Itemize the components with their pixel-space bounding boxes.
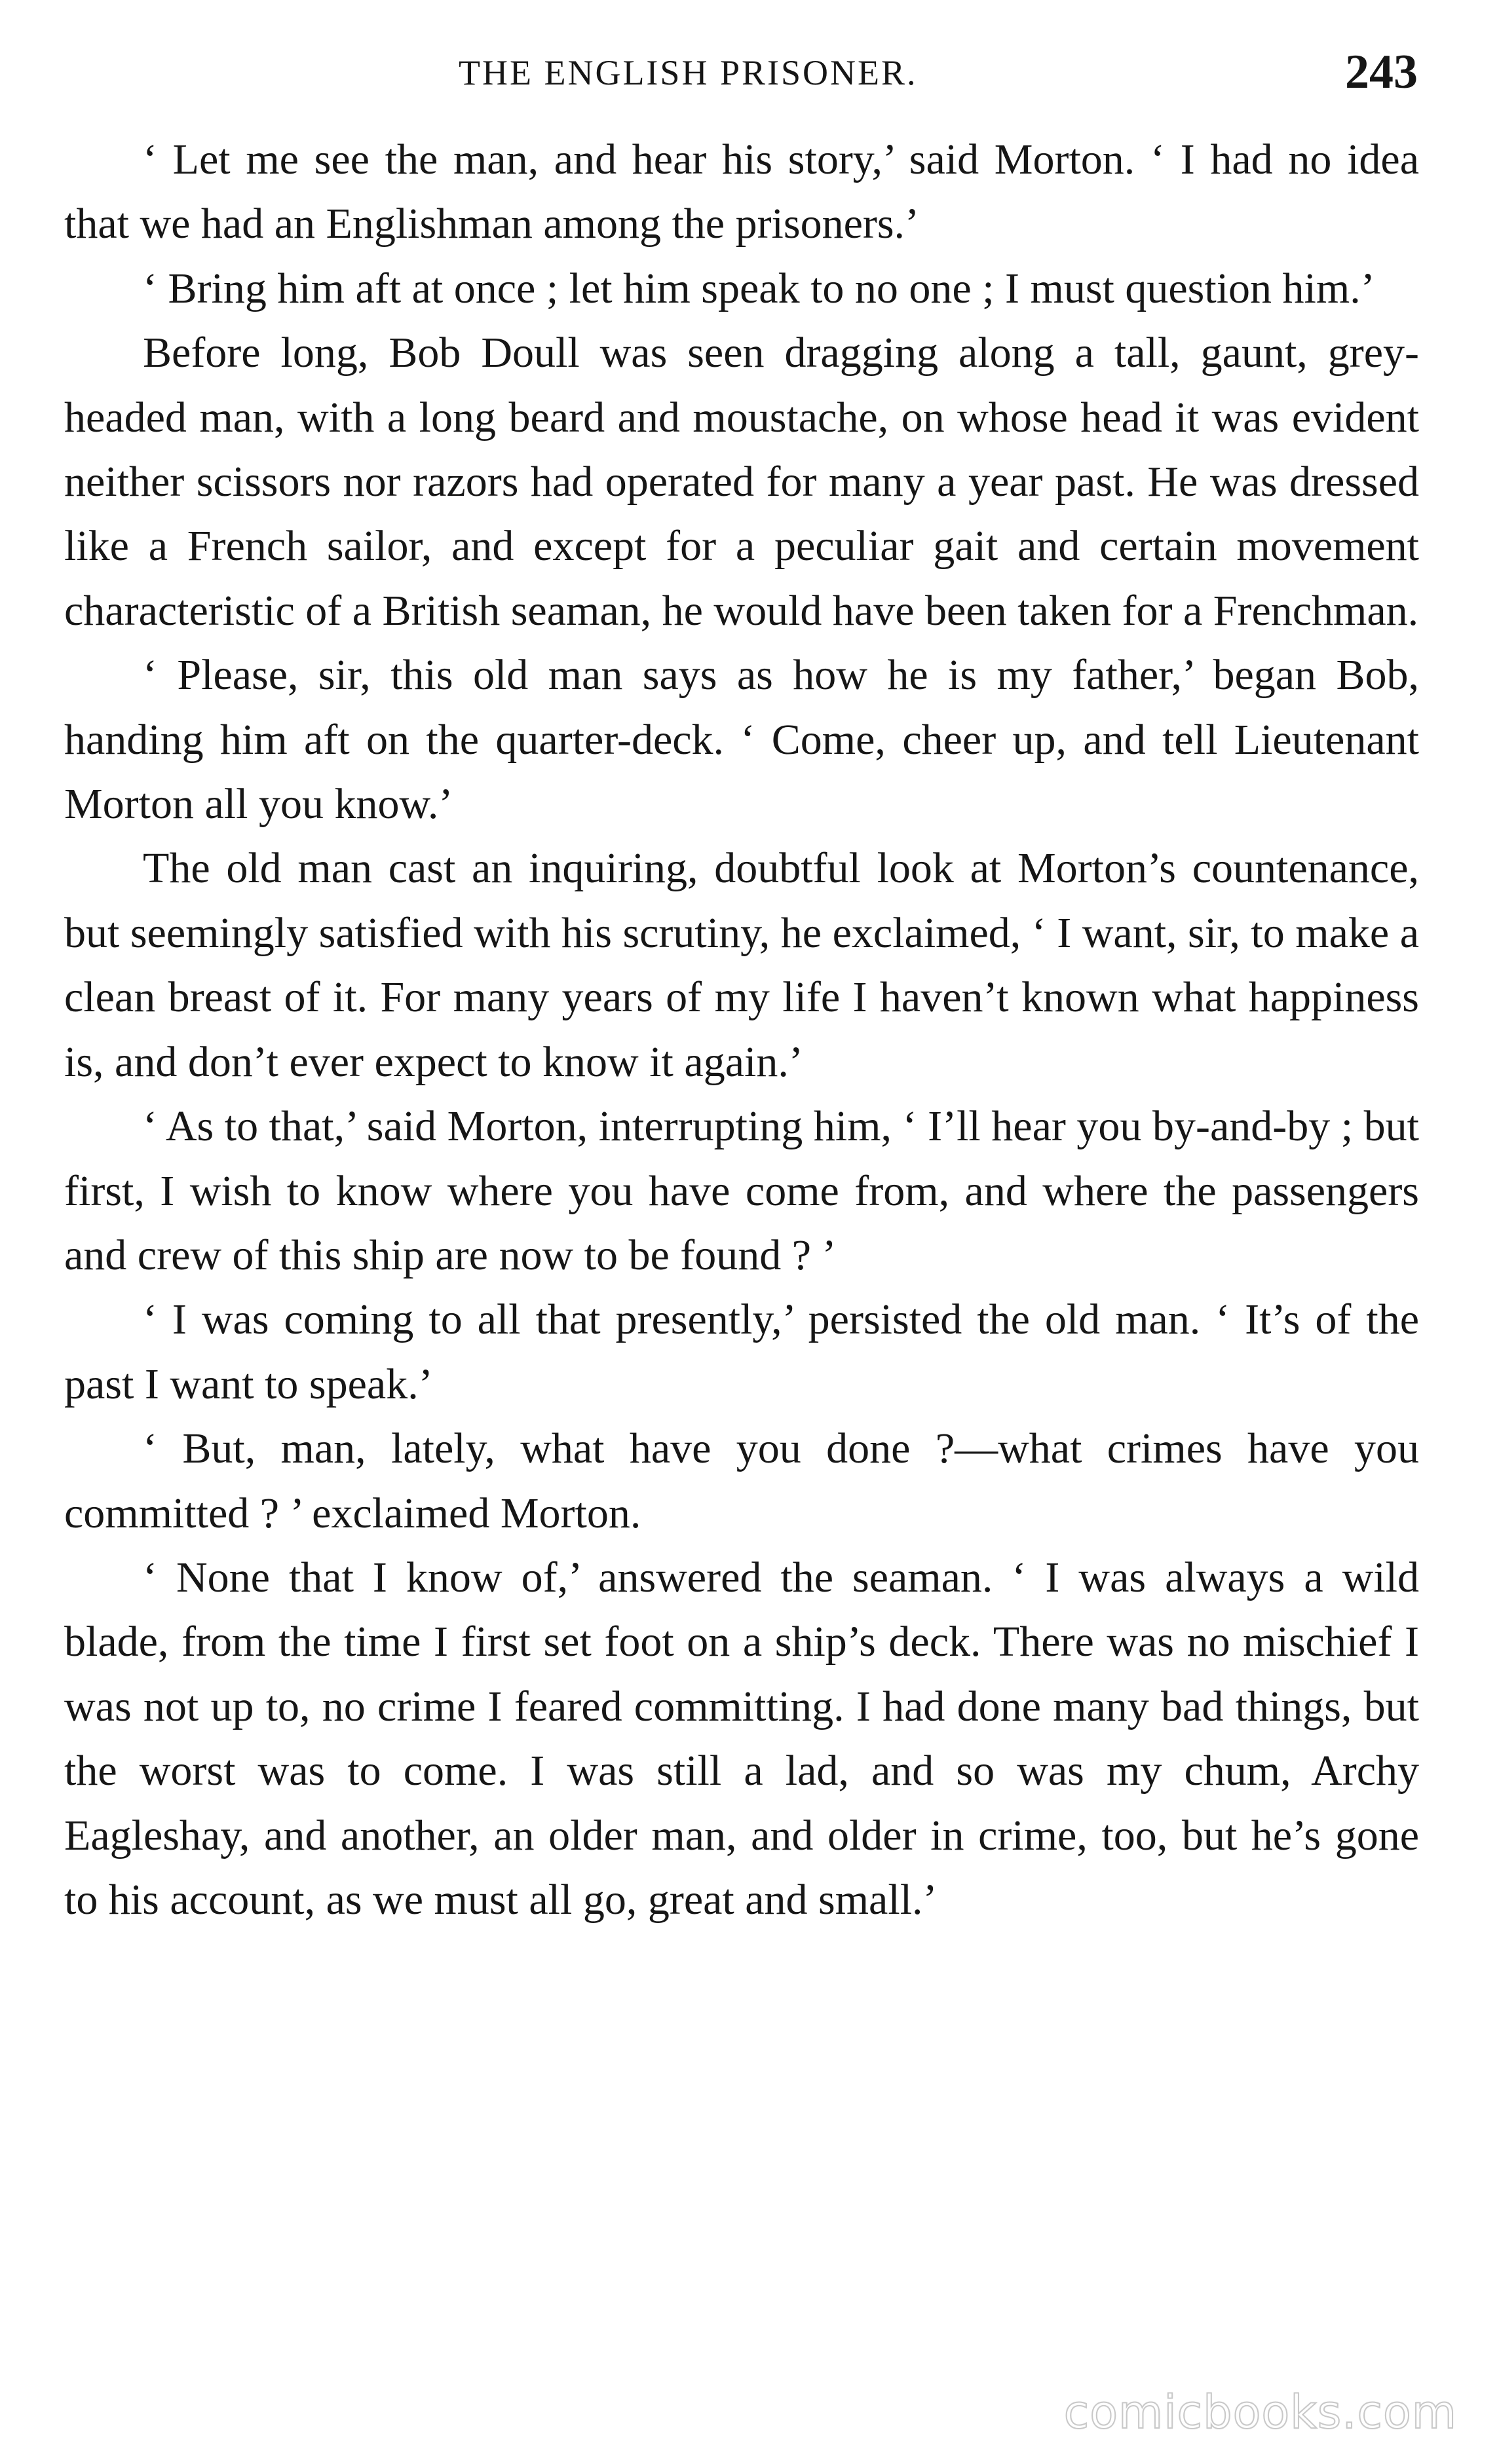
paragraph: ‘ Let me see the man, and hear his story,’ said Morton. ‘ I had no idea that we had an Englishman among the prisoners.’ bbox=[64, 136, 1419, 248]
paragraph: ‘ Please, sir, this old man says as how he is my father,’ began Bob, handing him aft on the quarter-deck. ‘ Come, cheer up, and tell Lieutenant Morton all you know.’ bbox=[64, 651, 1419, 829]
paragraph: Before long, Bob Doull was seen dragging along a tall, gaunt, grey-headed man, with a long beard and moustache, on whose head it was evident neither scissors nor razors had operated for many a year past. He was dressed like a French sailor, and except for a peculiar gait and certain movement characteristic of a British seaman, he would have been taken for a Frenchman. bbox=[64, 329, 1419, 635]
text-column bbox=[64, 128, 1419, 1932]
watermark-logo: comicbooks.com bbox=[1063, 2385, 1457, 2439]
paragraph: ‘ I was coming to all that presently,’ persisted the old man. ‘ It’s of the past I want to speak.’ bbox=[64, 1296, 1419, 1408]
page-number: 243 bbox=[1345, 45, 1418, 99]
paragraph: ‘ As to that,’ said Morton, interrupting him, ‘ I’ll hear you by-and-by ; but first, I wish to know where you have come from, and where the passengers and crew of this ship are now to be found ? ’ bbox=[64, 1102, 1419, 1279]
paragraph: ‘ Bring him aft at once ; let him speak to no one ; I must question him.’ bbox=[143, 264, 1375, 312]
paragraph: ‘ None that I know of,’ answered the seaman. ‘ I was always a wild blade, from the time I first set foot on a ship’s deck. There was no mischief I was not up to, no crime I feared committing. I had done many bad things, but the worst was to come. I was still a lad, and so was my chum, Archy Eagleshay, and another, an older man, and older in crime, too, but he’s gone to his account, as we must all go, great and small.’ bbox=[64, 1553, 1419, 1924]
paragraph: ‘ But, man, lately, what have you done ?—what crimes have you committed ? ’ exclaimed Morton. bbox=[64, 1425, 1419, 1537]
paragraph: The old man cast an inquiring, doubtful look at Morton’s countenance, but seemingly satisfied with his scrutiny, he exclaimed, ‘ I want, sir, to make a clean breast of it. For many years of my life I haven’t known what happiness is, and don’t ever expect to know it again.’ bbox=[64, 844, 1419, 1086]
running-title: THE ENGLISH PRISONER. bbox=[459, 53, 918, 92]
